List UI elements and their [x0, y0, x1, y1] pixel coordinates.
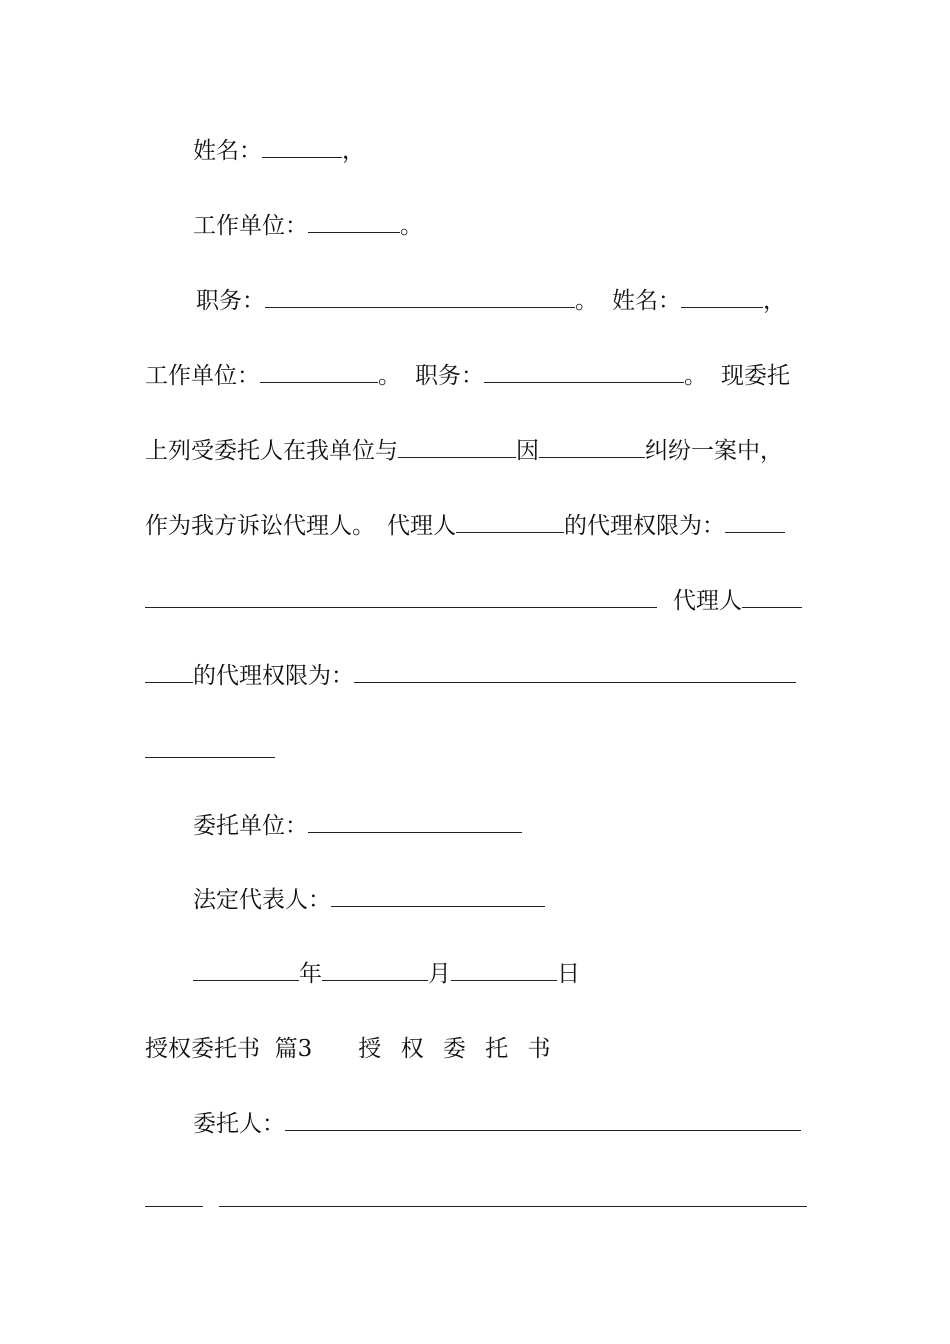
name-end: ， — [342, 138, 365, 164]
cause-blank[interactable] — [539, 435, 645, 458]
work-unit-line-2 — [145, 356, 790, 396]
section-heading: 授权委托书 篇3 — [145, 1036, 313, 1062]
position-end-2: 。 — [684, 363, 707, 389]
section-heading-line — [145, 1029, 557, 1069]
name-label: 姓名： — [193, 138, 262, 164]
authority-label-1: 的代理权限为： — [564, 513, 725, 539]
opponent-blank[interactable] — [398, 435, 516, 458]
authority-blank-2a[interactable] — [354, 660, 796, 683]
dispute-text-2: 因 — [516, 438, 539, 464]
principal-line — [193, 1104, 801, 1144]
work-unit-label: 工作单位： — [193, 213, 308, 239]
name-label-2: 姓名： — [612, 288, 681, 314]
authority-line-3 — [145, 731, 275, 771]
month-label: 月 — [428, 961, 451, 987]
year-blank[interactable] — [193, 958, 299, 981]
position-end: 。 — [575, 288, 598, 314]
day-blank[interactable] — [451, 958, 557, 981]
document-title: 授 权 委 托 书 — [358, 1036, 557, 1062]
name-end-2: ， — [763, 288, 786, 314]
principal-blank-c[interactable] — [219, 1184, 807, 1207]
authority-blank-1a[interactable] — [725, 510, 785, 533]
day-label: 日 — [557, 961, 580, 987]
name-line-1 — [193, 131, 365, 171]
authority-blank-1b[interactable] — [145, 585, 657, 608]
legal-rep-blank[interactable] — [331, 884, 545, 907]
entrust-text: 现委托 — [721, 363, 790, 389]
entrusting-unit-label: 委托单位： — [193, 813, 308, 839]
agent-label-2: 代理人 — [673, 588, 742, 614]
authority-line-1 — [145, 581, 802, 621]
legal-rep-label: 法定代表人： — [193, 887, 331, 913]
position-blank[interactable] — [265, 285, 575, 308]
agent-label-1: 代理人 — [387, 513, 456, 539]
entrusting-unit-blank[interactable] — [308, 810, 522, 833]
entrusting-unit-line — [193, 806, 522, 846]
position-label: 职务： — [196, 288, 265, 314]
name-blank-2[interactable] — [681, 285, 763, 308]
dispute-text-1: 上列受委托人在我单位与 — [145, 438, 398, 464]
agent-blank-1[interactable] — [456, 510, 564, 533]
name-blank[interactable] — [262, 135, 342, 158]
date-line — [193, 954, 580, 994]
authority-label-2: 的代理权限为： — [193, 663, 354, 689]
dispute-text-3: 纠纷一案中， — [645, 438, 783, 464]
dispute-line — [145, 431, 783, 471]
principal-blank-a[interactable] — [285, 1108, 801, 1131]
position-label-2: 职务： — [415, 363, 484, 389]
year-label: 年 — [299, 961, 322, 987]
month-blank[interactable] — [322, 958, 428, 981]
work-unit-line-1 — [193, 206, 423, 246]
work-unit-blank[interactable] — [308, 210, 400, 233]
work-unit-end: 。 — [400, 213, 423, 239]
authority-blank-2b[interactable] — [145, 735, 275, 758]
work-unit-end-2: 。 — [378, 363, 401, 389]
principal-blank-b[interactable] — [145, 1184, 203, 1207]
work-unit-label-2: 工作单位： — [145, 363, 260, 389]
principal-continuation-line — [145, 1180, 807, 1220]
position-blank-2[interactable] — [484, 360, 684, 383]
agent-blank-2a[interactable] — [742, 585, 802, 608]
agent-text-1: 作为我方诉讼代理人。 — [145, 513, 375, 539]
agent-line-1 — [145, 506, 785, 546]
legal-rep-line — [193, 880, 545, 920]
authority-line-2 — [145, 656, 796, 696]
agent-blank-2b[interactable] — [145, 660, 193, 683]
work-unit-blank-2[interactable] — [260, 360, 378, 383]
position-line-1 — [196, 281, 786, 321]
principal-label: 委托人： — [193, 1111, 285, 1137]
